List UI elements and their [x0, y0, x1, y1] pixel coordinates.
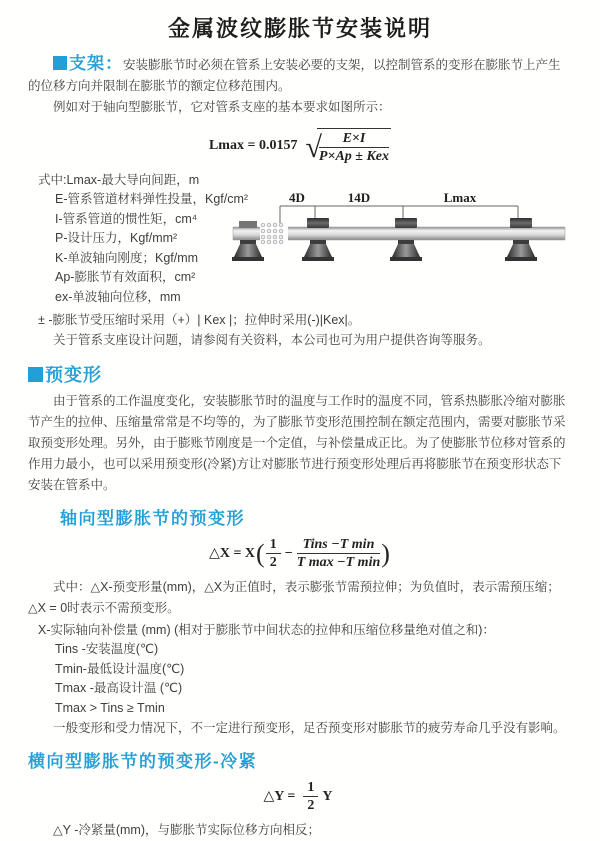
dimension-label-lmax: Lmax — [443, 189, 477, 205]
radical-body — [317, 128, 391, 165]
axial-formula — [28, 537, 572, 571]
axial-formula-lhs: △X = X — [209, 546, 256, 562]
definition-line: Tmin-最低设计温度(℃) — [55, 661, 185, 676]
definition-line: K-单波轴向刚度；Kgf/mm — [55, 250, 199, 265]
blue-square-icon — [28, 367, 43, 382]
definition-line: ex-单波轴向位移，mm — [55, 289, 181, 304]
page-title: 金属波纹膨胀节安装说明 — [167, 16, 432, 41]
support-paragraph — [28, 53, 572, 97]
minus-operator: − — [284, 545, 293, 561]
support-example-line: 例如对于轴向型膨胀节，它对管系支座的基本要求如图所示： — [53, 100, 391, 114]
close-paren: ) — [381, 538, 390, 568]
lmax-definitions — [38, 171, 248, 308]
support-section-label: 支架： — [69, 54, 123, 73]
lateral-formula-rhs: Y — [322, 788, 333, 804]
definition-line: 式中:Lmax-最大导向间距，m — [38, 172, 200, 187]
definition-line: E-管系管道材料弹性投量，Kgf/cm² — [55, 192, 249, 207]
lateral-predeform-heading: 横向型膨胀节的预变形-冷紧 — [28, 752, 258, 772]
definition-line: Tmax > Tins ≥ Tmin — [55, 700, 165, 715]
predeform-heading-text: 预变形 — [45, 364, 102, 385]
lmax-formula-numerator: E×I — [319, 131, 389, 148]
support-paragraph-text: 安装膨胀节时必须在管系上安装必要的支架，以控制管系的变形在膨胀节上产生的位移方向并限制在膨胀节的额定位移范围内。 — [28, 58, 561, 93]
temp-numerator: Tins −T min — [297, 537, 381, 554]
open-paren: ( — [256, 538, 265, 568]
kex-note: ± -膨胀节受压缩时采用（+）| Kex |；拉伸时采用(-)|Kex|。 — [38, 312, 361, 327]
bellows-icon — [260, 223, 288, 244]
radical-sign: √ — [305, 131, 322, 165]
predeform-paragraph: 由于管系的工作温度变化，安装膨胀节时的温度与工作时的温度不同，管系热膨胀冷缩对膨胀节产生的拉伸、压缩量常常是不均等的，为了膨胀节变形范围控制在额定范围内，需要对膨胀节采取预变形处理。另外，由于膨账节刚度是一个定值，与补偿量成正比。为了使膨胀节位移对管系的作用力最小，也可以采用预变形(冷紧)方让对膨胀节进行预变形处理后再将膨胀节在预变形状态下安装在管系中。 — [28, 393, 566, 492]
definition-line: P-设计压力，Kgf/mm² — [55, 231, 178, 246]
predeform-section-header — [28, 361, 572, 387]
definition-line: X-实际轴向补偿量 (mm) (相对于膨胀节中间状态的拉伸和压缩位移量绝对值之和)： — [38, 622, 495, 637]
lmax-formula-lhs: Lmax = 0.0157 — [208, 138, 298, 154]
axial-note: 一般变形和受力情况下，不一定进行预变形，足否预变形对膨胀节的疲劳寿命几乎没有影响。 — [53, 721, 566, 736]
service-note: 关于管系支座设计问题，请参阅有关资料，本公司也可为用户提供咨询等服务。 — [53, 332, 491, 347]
pipe-support-diagram — [233, 191, 578, 283]
temp-denominator: T max −T min — [296, 555, 381, 571]
half-denominator: 2 — [269, 555, 277, 571]
axial-formula-explanation: 式中：△X-预变形量(mm)，△X为正值时，表示膨张节需预拉伸；为负值时，表示需预压缩；△X = 0时表示不需预变形。 — [28, 579, 560, 615]
lateral-half-denominator: 2 — [307, 798, 315, 814]
lateral-half-numerator: 1 — [303, 780, 318, 797]
blue-square-icon — [53, 56, 67, 70]
lmax-formula-denominator: P×Ap ± Kex — [318, 149, 390, 165]
dimension-label-14d: 14D — [347, 189, 371, 205]
definitions-and-diagram — [28, 169, 572, 310]
definition-line: Tmax -最高设计温 (℃) — [55, 681, 183, 696]
axial-predeform-heading: 轴向型膨胀节的预变形 — [60, 508, 245, 528]
lateral-note: △Y -冷紧量(mm)，与膨胀节实际位移方向相反； — [53, 822, 321, 837]
lateral-formula-lhs: △Y = — [263, 789, 296, 805]
definition-line: Tins -安装温度(℃) — [55, 642, 159, 657]
definition-line: Ap-膨胀节有效面积，cm² — [55, 270, 196, 285]
axial-definitions — [38, 621, 572, 719]
lmax-formula — [28, 128, 572, 165]
half-numerator: 1 — [266, 537, 281, 554]
dimension-label-4d: 4D — [289, 189, 305, 205]
definition-line: I-管系管道的惯性矩，cm⁴ — [55, 211, 198, 226]
lateral-formula — [28, 780, 572, 814]
